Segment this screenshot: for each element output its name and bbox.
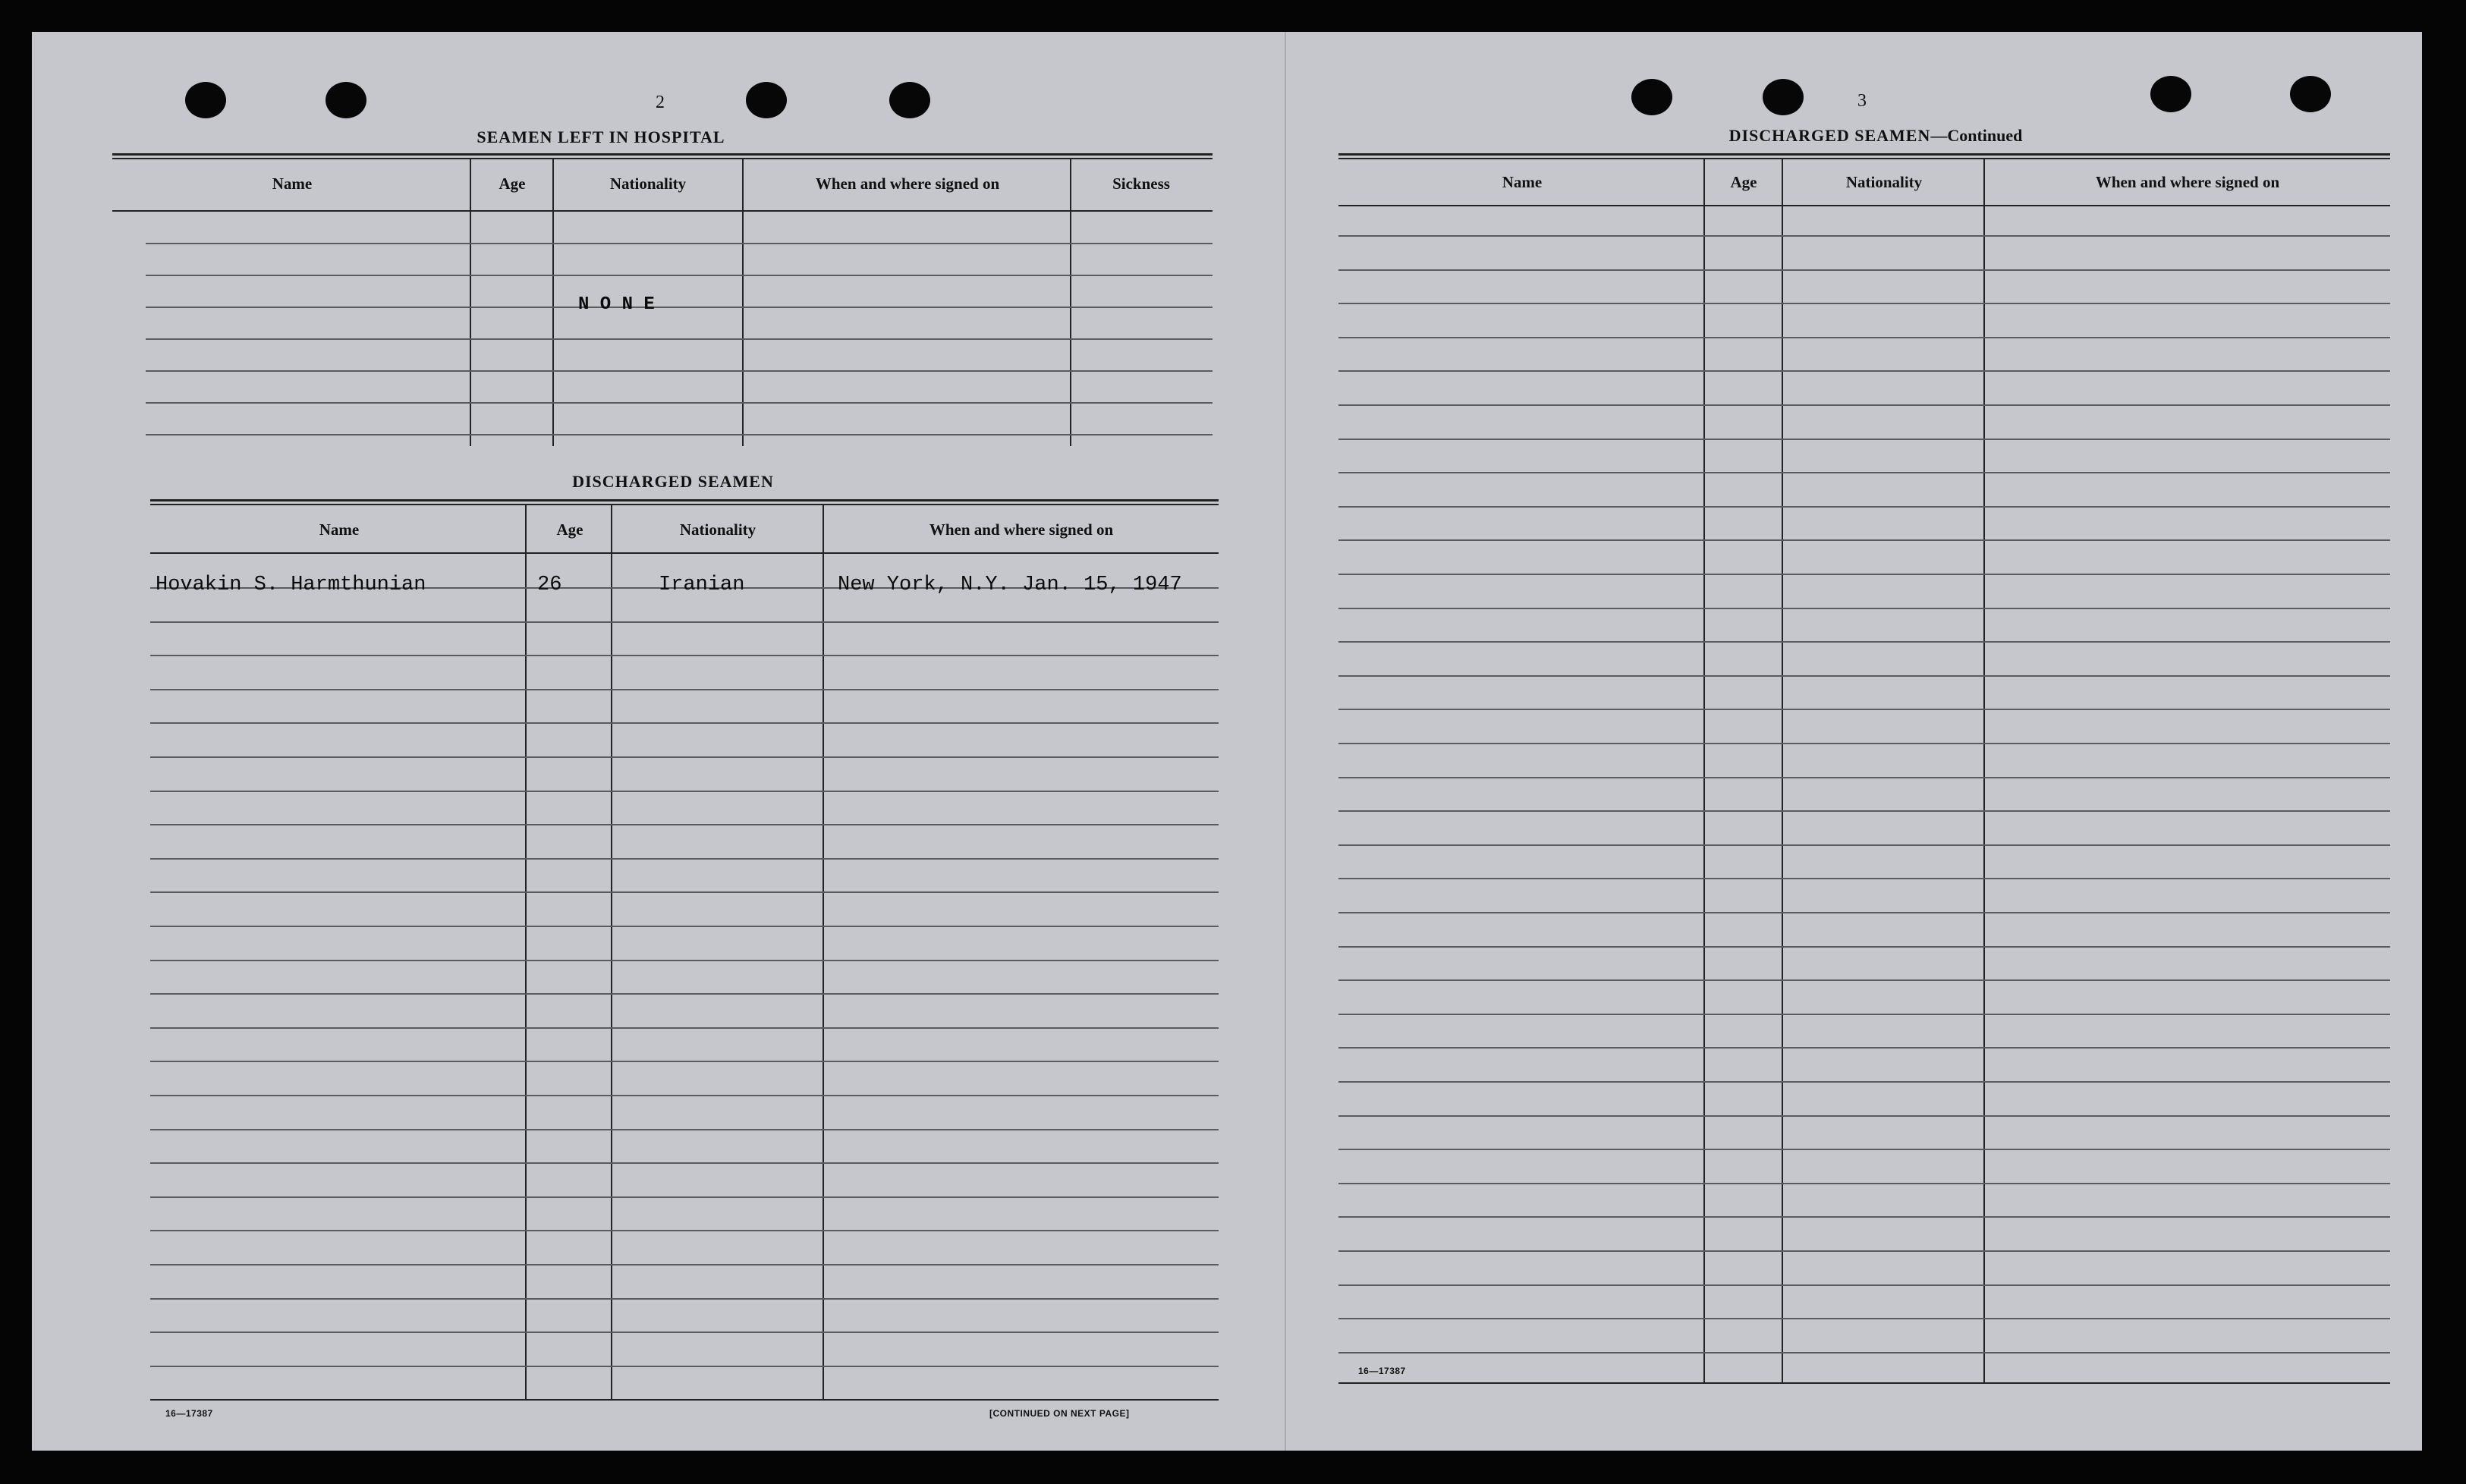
row-line [1338,269,2390,271]
row-line [1338,743,2390,744]
right-col-name: Name [1502,173,1543,191]
hospital-row-line [146,275,1213,276]
left-page-number: 2 [656,93,665,112]
discharged-col-signed-on: When and where signed on [929,520,1114,539]
row-line [1338,506,2390,508]
row-line [150,791,1219,792]
discharged-top-rule [150,499,1219,501]
row-line [1338,1115,2390,1117]
row-line [150,1196,1219,1198]
row-line [150,824,1219,825]
row-line [1338,1318,2390,1319]
row-line [1338,439,2390,440]
punch-hole [1631,79,1672,115]
punch-hole [746,82,787,118]
row-line [1338,337,2390,338]
discharged-row-age: 26 [537,574,562,596]
row-line [1338,844,2390,846]
hospital-col-nationality: Nationality [609,174,687,193]
row-line [1338,979,2390,981]
punch-hole [2150,76,2191,112]
hospital-none-entry: N O N E [578,294,655,315]
right-section-title-main: DISCHARGED SEAMEN [1728,126,1931,145]
row-line [150,1027,1219,1029]
hospital-row-line [146,338,1213,340]
row-line [1338,303,2390,304]
discharged-col-divider [525,505,527,1401]
discharged-top-rule [150,504,1219,505]
row-line [150,1366,1219,1367]
hospital-section-title: SEAMEN LEFT IN HOSPITAL [477,127,725,146]
punch-hole [1763,79,1804,115]
row-line [1338,539,2390,541]
row-line [150,621,1219,623]
right-col-signed-on: When and where signed on [2095,173,2280,191]
row-line [1338,1081,2390,1083]
row-line [150,858,1219,860]
discharged-col-name: Name [319,520,360,539]
row-line [150,1095,1219,1096]
row-line [150,891,1219,893]
row-line [150,1061,1219,1062]
row-line [150,689,1219,690]
discharged-bottom-rule [150,1399,1219,1401]
right-col-divider [1782,159,1783,1384]
row-line [150,993,1219,995]
punch-hole [326,82,366,118]
discharged-row-name: Hovakin S. Harmthunian [156,574,426,596]
right-col-age: Age [1730,173,1757,191]
row-line [1338,1149,2390,1150]
row-line [150,1332,1219,1333]
row-line [150,1264,1219,1265]
row-line [1338,709,2390,710]
page-fold [1285,32,1286,1451]
right-col-divider [1983,159,1985,1384]
discharged-col-divider [823,505,824,1401]
discharged-col-age: Age [556,520,583,539]
hospital-top-rule [112,153,1213,156]
row-line [150,960,1219,961]
row-line [150,1162,1219,1164]
right-section-title [1663,126,2088,146]
row-line [1338,1352,2390,1354]
hospital-col-sickness: Sickness [1112,174,1170,193]
hospital-row-line [146,402,1213,404]
document-sheet [32,32,2422,1451]
row-line [150,1298,1219,1300]
row-line [1338,946,2390,948]
right-header-rule [1338,205,2390,206]
row-line [1338,235,2390,237]
discharged-header-rule [150,552,1219,554]
row-line [150,722,1219,724]
right-form-number: 16—17387 [1358,1366,1406,1376]
row-line [1338,1284,2390,1286]
discharged-col-nationality: Nationality [679,520,756,539]
row-line [150,756,1219,758]
row-line [1338,641,2390,643]
hospital-col-name: Name [272,174,313,193]
left-form-number: 16—17387 [165,1408,213,1419]
punch-hole [2290,76,2331,112]
row-line [1338,810,2390,812]
row-line [1338,675,2390,677]
hospital-row-line [146,434,1213,435]
continued-note: [CONTINUED ON NEXT PAGE] [989,1408,1130,1419]
discharged-row-signed-on: New York, N.Y. Jan. 15, 1947 [838,574,1182,596]
discharged-col-divider [611,505,612,1401]
row-line [1338,1250,2390,1252]
right-col-divider [1703,159,1705,1384]
row-line [1338,1216,2390,1218]
row-line [1338,878,2390,879]
hospital-row-line [146,307,1213,308]
hospital-row-line [146,243,1213,244]
row-line [150,1129,1219,1130]
row-line [1338,1183,2390,1184]
hospital-top-rule [112,158,1213,159]
hospital-col-age: Age [499,174,526,193]
row-line [1338,912,2390,913]
row-line [1338,370,2390,372]
punch-hole [889,82,930,118]
row-line [1338,472,2390,473]
right-section-title-suffix: —Continued [1930,126,2023,145]
row-line [1338,1014,2390,1015]
hospital-header-rule [112,210,1213,212]
row-line [1338,404,2390,406]
right-col-nationality: Nationality [1845,173,1923,191]
row-line [150,926,1219,927]
hospital-col-signed-on: When and where signed on [815,174,1000,193]
row-line [1338,608,2390,609]
discharged-section-title: DISCHARGED SEAMEN [572,472,774,491]
row-line [1338,574,2390,575]
right-top-rule [1338,158,2390,159]
row-line [150,1230,1219,1231]
row-line [150,655,1219,656]
hospital-row-line [146,370,1213,372]
right-bottom-rule [1338,1382,2390,1384]
right-page-number: 3 [1857,91,1867,111]
right-top-rule [1338,153,2390,156]
row-line [1338,777,2390,778]
row-line [1338,1047,2390,1049]
punch-hole [185,82,226,118]
discharged-row-nationality: Iranian [659,574,745,596]
